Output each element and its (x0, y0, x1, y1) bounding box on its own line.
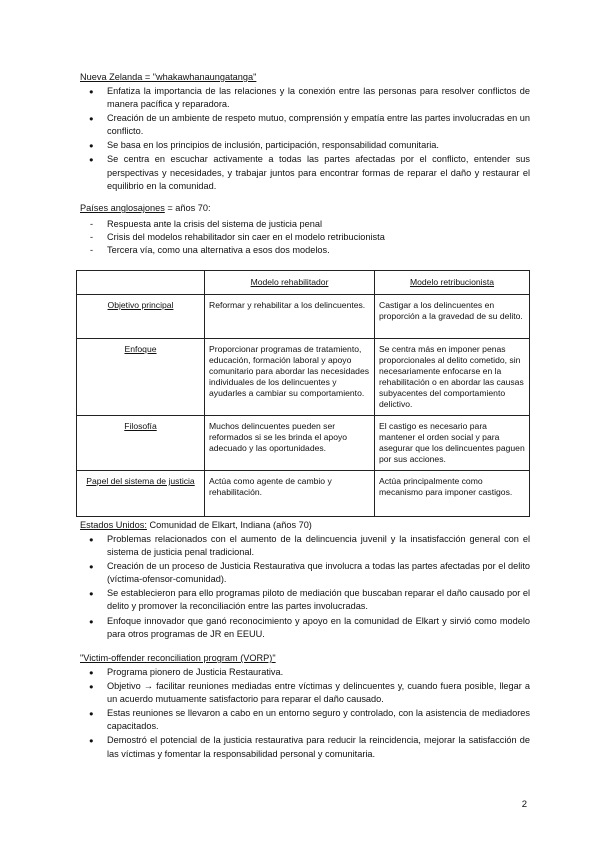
list-item: - Respuesta ante la crisis del sistema de justicia penal (80, 218, 530, 231)
table-row (77, 416, 530, 471)
section-title-underlined: Países anglosajones (80, 203, 165, 213)
section-title-paises-anglosajones (80, 203, 211, 213)
list-item: ● Estas reuniones se llevaron a cabo en un entorno seguro y controlado, con la asistencia de mediadores capacitados. (80, 707, 530, 733)
column-header-rehabilitador: Modelo rehabilitador (205, 271, 375, 295)
row-header: Filosofía (77, 416, 205, 471)
table-row (77, 295, 530, 339)
list-item: ● Se centra en escuchar activamente a todas las partes afectadas por el conflicto, entender sus perspectivas y necesidades, y trabajar juntos para encontrar formas de reparar el daño y restaurar el equilibrio en la comunidad. (80, 153, 530, 192)
section-title-rest: Comunidad de Elkart, Indiana (años 70) (146, 520, 312, 530)
table-cell: Se centra más en imponer penas proporcionales al delito cometido, sin necesariamente enfocarse en la rehabilitación o en abordar las causas subyacentes del comportamiento delictivo. (375, 339, 530, 416)
table-row (77, 339, 530, 416)
bullet-list-vorp (80, 666, 530, 762)
list-item: ● Problemas relacionados con el aumento de la delincuencia juvenil y la insatisfacción general con el sistema de justicia penal tradicional. (80, 533, 530, 559)
table-cell: Castigar a los delincuentes en proporción a la gravedad de su delito. (375, 295, 530, 339)
row-header: Enfoque (77, 339, 205, 416)
table-cell: Actúa principalmente como mecanismo para imponer castigos. (375, 471, 530, 517)
list-item: ● Objetivo → facilitar reuniones mediadas entre víctimas y delincuentes y, cuando fuera posible, llegar a un acuerdo mutuamente satisfactorio para reparar el daño causado. (80, 680, 530, 706)
column-header-retribucionista: Modelo retribucionista (375, 271, 530, 295)
table-header-row (77, 271, 530, 295)
table-corner-cell (77, 271, 205, 295)
table-cell: Actúa como agente de cambio y rehabilitación. (205, 471, 375, 517)
list-item: - Tercera vía, como una alternativa a esos dos modelos. (80, 244, 530, 257)
section-title-nueva-zelanda: Nueva Zelanda = "whakawhanaungatanga" (80, 72, 257, 82)
dash-list-paises-anglosajones (80, 218, 530, 257)
list-item: ● Enfatiza la importancia de las relaciones y la conexión entre las personas para resolver conflictos de manera pacífica y reparadora. (80, 85, 530, 111)
section-title-vorp: "Victim-offender reconciliation program (VORP)" (80, 653, 276, 663)
list-item: ● Demostró el potencial de la justicia restaurativa para reducir la reincidencia, mejorar la satisfacción de las víctimas y fomentar la responsabilidad personal y comunitaria. (80, 734, 530, 760)
bullet-list-nueva-zelanda (80, 85, 530, 194)
list-item: ● Creación de un ambiente de respeto mutuo, comprensión y empatía entre las partes involucradas en un conflicto. (80, 112, 530, 138)
section-title-underlined: Estados Unidos: (80, 520, 147, 530)
table-cell: El castigo es necesario para mantener el orden social y para asegurar que los delincuentes paguen por sus acciones. (375, 416, 530, 471)
section-title-rest: = años 70: (164, 203, 211, 213)
row-header: Papel del sistema de justicia (77, 471, 205, 517)
list-item: ● Creación de un proceso de Justicia Restaurativa que involucra a todas las partes afectadas por el delito (víctima-ofensor-comunidad). (80, 560, 530, 586)
list-item: - Crisis del modelos rehabilitador sin caer en el modelo retribucionista (80, 231, 530, 244)
page-number: 2 (521, 799, 527, 810)
row-header: Objetivo principal (77, 295, 205, 339)
bullet-list-estados-unidos (80, 533, 530, 642)
comparison-table (76, 270, 530, 517)
list-item: ● Se establecieron para ello programas piloto de mediación que buscaban reparar el daño causado por el delito y promover la reconciliación entre las partes involucradas. (80, 587, 530, 613)
table-cell: Reformar y rehabilitar a los delincuentes. (205, 295, 375, 339)
table-cell: Proporcionar programas de tratamiento, educación, formación laboral y apoyo comunitario para abordar las necesidades individuales de los delincuentes y ayudarles a cambiar su comportamiento. (205, 339, 375, 416)
table-cell: Muchos delincuentes pueden ser reformados si se les brinda el apoyo adecuado y las oportunidades. (205, 416, 375, 471)
table-row (77, 471, 530, 517)
list-item: ● Se basa en los principios de inclusión, participación, responsabilidad comunitaria. (80, 139, 530, 152)
list-item: ● Enfoque innovador que ganó reconocimiento y apoyo en la comunidad de Elkart y sirvió como modelo para otros programas de JR en EEUU. (80, 615, 530, 641)
section-title-estados-unidos (80, 520, 312, 530)
list-item: ● Programa pionero de Justicia Restaurativa. (80, 666, 530, 679)
